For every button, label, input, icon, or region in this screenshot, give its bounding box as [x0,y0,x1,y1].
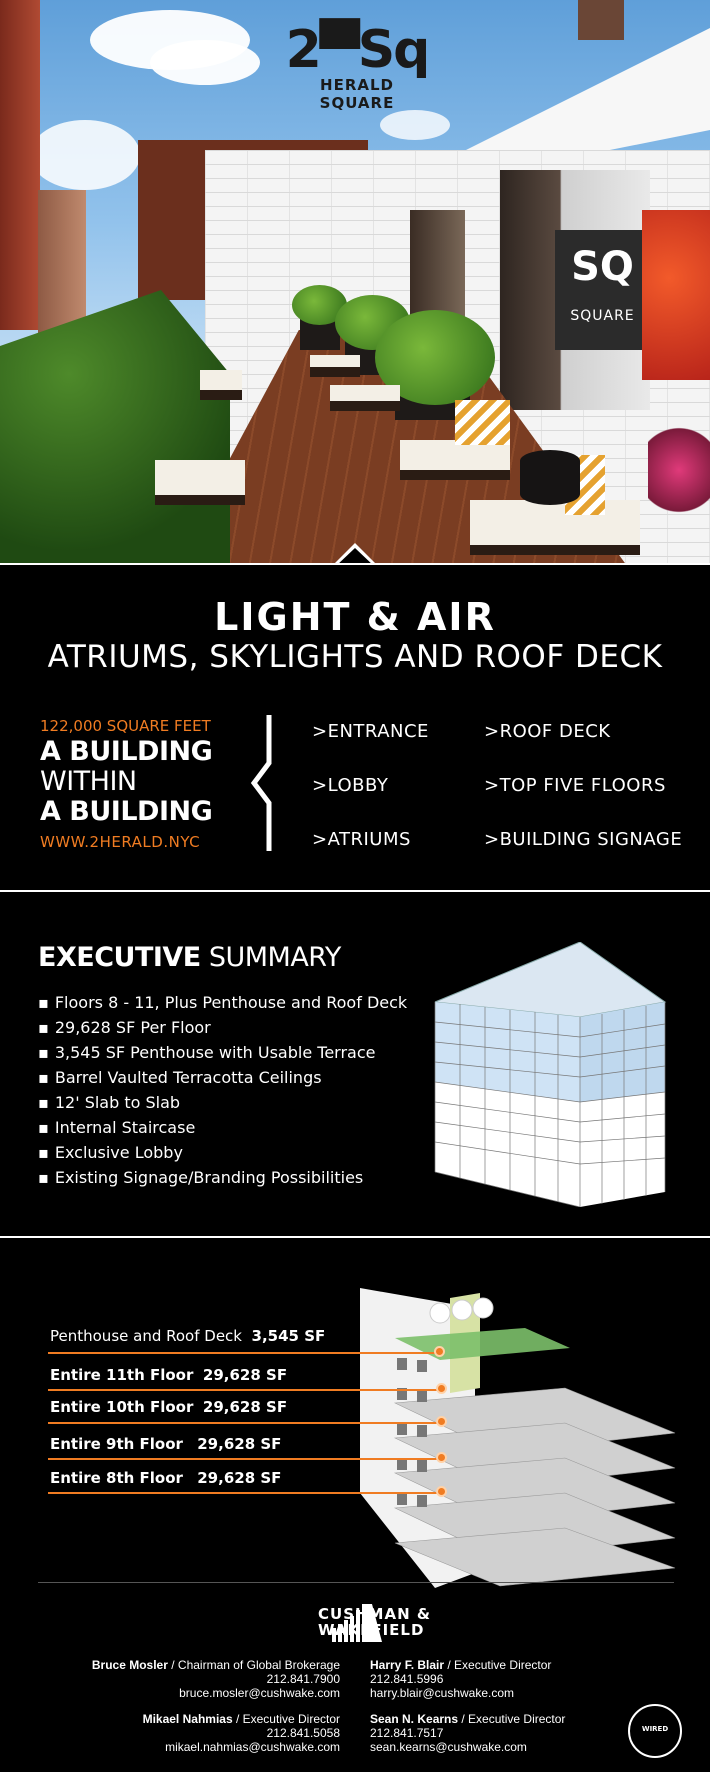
light-air-title: LIGHT & AIR [214,595,496,639]
list-item: ▪ Exclusive Lobby [38,1140,407,1165]
contact-title: / Chairman of Global Brokerage [167,1658,340,1672]
floor-label-11 [50,1366,287,1384]
feature-atriums: >ATRIUMS [312,829,411,850]
list-item: ▪ Barrel Vaulted Terracotta Ceilings [38,1065,407,1090]
list-item: ▪ 12' Slab to Slab [38,1090,407,1115]
title-rest: SUMMARY [200,942,341,973]
contact-name-title [370,1658,650,1672]
floor-sf: 29,628 SF [202,1398,288,1416]
contact-phone: 212.841.5058 [266,1726,340,1740]
floor-marker [434,1346,445,1357]
floor-name: Entire 9th Floor [50,1435,183,1453]
floor-marker [436,1486,447,1497]
lounge-seat [400,440,510,480]
chevron-divider-icon [250,715,280,851]
executive-summary-title [38,942,341,973]
floor-name: Entire 10th Floor [50,1398,194,1416]
interior-logo [555,230,650,350]
interior-logo-mark: SQ [571,244,634,290]
contact-name: Mikael Nahmias [142,1712,233,1726]
leader-line [48,1492,441,1494]
contact-phone: 212.841.7900 [266,1672,340,1686]
floor-name: Entire 8th Floor [50,1469,183,1487]
contact-phone: 212.841.5996 [370,1672,444,1686]
floor-label-9 [50,1435,281,1453]
lounge-seat [330,385,400,411]
title-bold: EXECUTIVE [38,942,201,973]
lounge-seat [310,355,360,377]
contact-card [40,1712,340,1754]
square-feet: 122,000 SQUARE FEET [40,717,211,735]
executive-summary-section [0,892,710,1236]
brand-logo-subtitle: HERALD SQUARE [319,76,395,112]
white-bench [155,460,245,505]
interior-logo-sub: SQUARE [570,308,635,324]
chevron-pillow [455,400,510,445]
floor-label-penthouse [50,1327,325,1345]
floor-sf: 3,545 SF [251,1327,326,1345]
building-sketch-icon [430,942,670,1207]
tagline-line-3: A BUILDING [40,796,213,827]
floor-sf: 29,628 SF [202,1366,288,1384]
company-name-line-2: WAKEFIELD [318,1621,425,1639]
contact-name: Bruce Mosler [91,1658,168,1672]
contact-name-title [40,1658,340,1672]
white-bench [200,370,242,400]
contact-title: / Executive Director [232,1712,340,1726]
cloud [30,120,140,190]
brand-logo [282,20,432,112]
light-air-subtitle: ATRIUMS, SKYLIGHTS AND ROOF DECK [47,639,663,675]
floor-marker [436,1416,447,1427]
leader-line [48,1422,441,1424]
contact-phone: 212.841.7517 [370,1726,444,1740]
feature-entrance: >ENTRANCE [312,721,429,742]
list-item: ▪ 29,628 SF Per Floor [38,1015,407,1040]
floor-label-8 [50,1469,281,1487]
contact-name-title [40,1712,340,1726]
floor-sf: 29,628 SF [197,1435,282,1453]
brand-logo-mark: 2▀Sq [285,20,429,80]
floor-marker [436,1452,447,1463]
red-flowers [642,210,710,380]
leader-line [48,1389,441,1391]
list-item: ▪ Existing Signage/Branding Possibilities [38,1165,407,1190]
floor-stack-diagram [355,1288,685,1588]
company-name [318,1606,431,1638]
floor-label-10 [50,1398,287,1416]
contact-name: Harry F. Blair [370,1658,445,1672]
cloud [380,110,450,140]
wired-certified-badge-icon [628,1704,682,1758]
feature-top-five-floors: >TOP FIVE FLOORS [484,775,666,796]
contact-email[interactable]: bruce.mosler@cushwake.com [179,1686,340,1700]
company-name-line-1: CUSHMAN & [318,1605,431,1623]
floor-name: Penthouse and Roof Deck [50,1327,242,1345]
contact-email[interactable]: harry.blair@cushwake.com [370,1686,515,1700]
floor-name: Entire 11th Floor [50,1366,194,1384]
leader-line [48,1458,441,1460]
hero-rendering [0,0,710,565]
neighbor-tower [578,0,624,40]
contact-email[interactable]: mikael.nahmias@cushwake.com [165,1740,340,1754]
wired-badge-text: WIRED [641,1725,669,1733]
list-item: ▪ 3,545 SF Penthouse with Usable Terrace [38,1040,407,1065]
leader-line [48,1352,438,1354]
feature-lobby: >LOBBY [312,775,389,796]
contact-name: Sean N. Kearns [370,1712,459,1726]
contact-email[interactable]: sean.kearns@cushwake.com [370,1740,527,1754]
summary-list [38,990,407,1190]
floor-sf: 29,628 SF [197,1469,282,1487]
footer-divider [38,1582,674,1583]
lounge-seat [470,500,640,555]
feature-building-signage: >BUILDING SIGNAGE [484,829,683,850]
list-item: ▪ Internal Staircase [38,1115,407,1140]
green-hedge [0,290,230,565]
contact-title: / Executive Director [444,1658,552,1672]
round-table [520,450,580,505]
floor-stack-section [0,1238,710,1772]
contact-card [40,1658,340,1700]
light-and-air-section [0,565,710,890]
floor-marker [436,1383,447,1394]
contact-title: / Executive Director [458,1712,566,1726]
tagline-line-2: WITHIN [40,766,137,797]
cloud [150,40,260,85]
contact-card [370,1712,650,1754]
contact-card [370,1658,650,1700]
pink-flowers [648,420,710,520]
neighbor-tower [0,0,40,330]
website-link[interactable]: WWW.2HERALD.NYC [40,833,201,851]
contact-name-title [370,1712,650,1726]
tagline-line-1: A BUILDING [40,736,213,767]
feature-roof-deck: >ROOF DECK [484,721,611,742]
list-item: ▪ Floors 8 - 11, Plus Penthouse and Roof Deck [38,990,407,1015]
